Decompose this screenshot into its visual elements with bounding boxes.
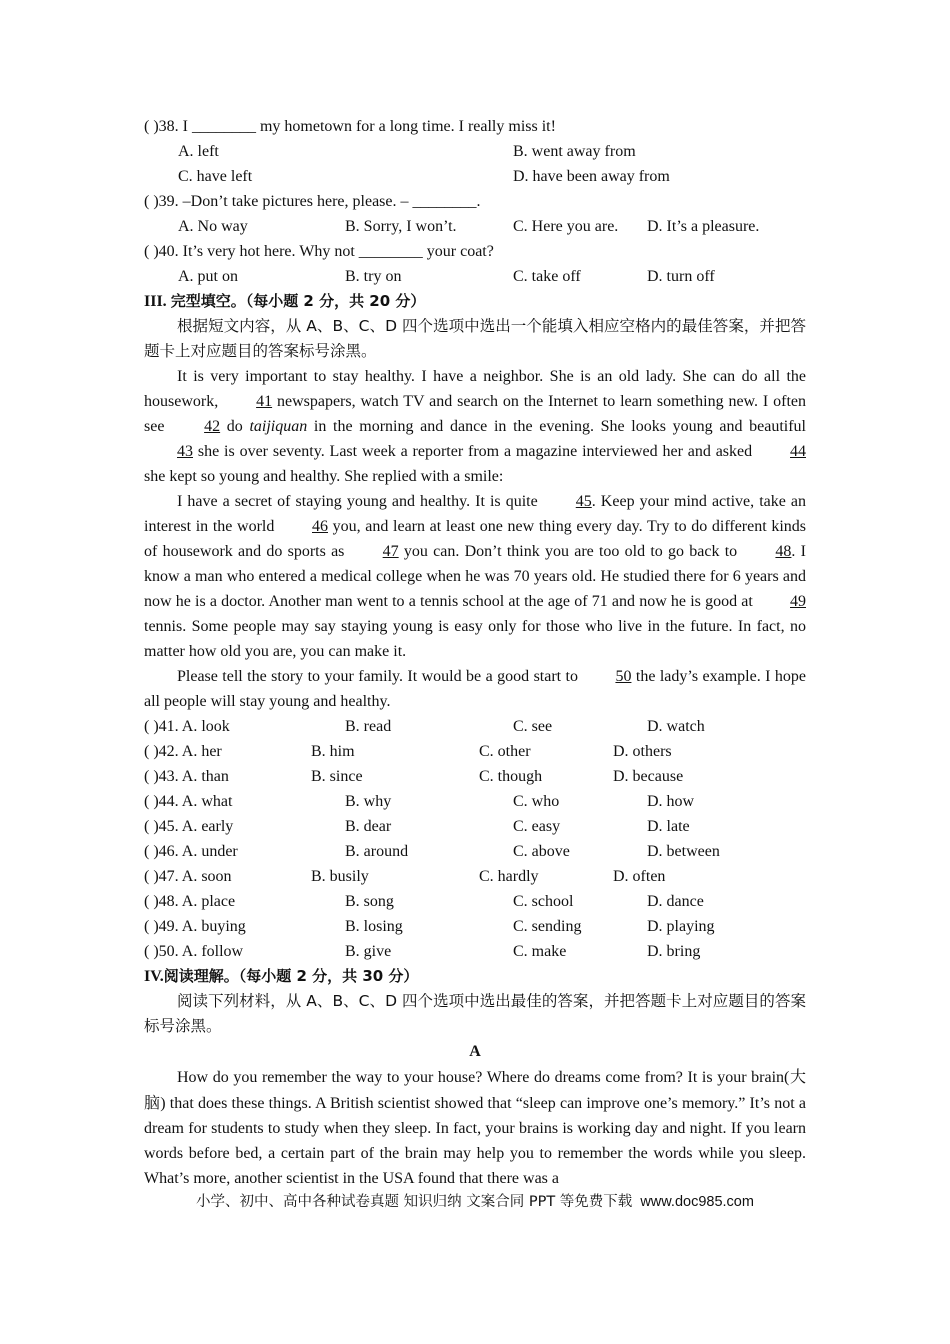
option-b: B. busily bbox=[311, 868, 369, 885]
option-d: D. often bbox=[613, 868, 666, 885]
option-number-a: ( )46. A. under bbox=[144, 843, 238, 860]
cloze-option-row bbox=[144, 764, 806, 789]
section-heading-reading bbox=[144, 964, 806, 989]
blank-43: 43 bbox=[177, 443, 193, 460]
option-d: D. have been away from bbox=[513, 168, 670, 185]
passage-text: tennis. Some people may say staying young is easy only for those who live in the future. In fact, no matter how old you are, you can make it. bbox=[144, 618, 806, 660]
option-c: C. though bbox=[479, 768, 543, 785]
option-c: C. see bbox=[513, 718, 553, 735]
option-b: B. Sorry, I won’t. bbox=[345, 218, 457, 235]
section-number: III. bbox=[144, 293, 167, 310]
passage-text: ) that does these things. A British scientist showed that “sleep can improve one’s memory.” It’s not a dream for students to study when they sleep. In fact, your brains is working day and night. If you learn words before bed, a certain part of the brain may help you to remember the words while you sleep. What’s more, another scientist in the USA found that there was a bbox=[144, 1095, 806, 1187]
exam-page bbox=[144, 114, 806, 1191]
option-b: B. went away from bbox=[513, 143, 636, 160]
option-d: D. late bbox=[647, 818, 690, 835]
option-number-a: ( )44. A. what bbox=[144, 793, 233, 810]
option-d: D. bring bbox=[647, 943, 701, 960]
option-b: B. song bbox=[345, 893, 394, 910]
passage-gloss: 大脑 bbox=[144, 1067, 806, 1112]
passage-text: you, and learn at least one new thing every day. Try to do different kinds of housework and do sports as bbox=[144, 518, 807, 560]
option-c: C. above bbox=[513, 843, 570, 860]
passage-text: It is very important to stay healthy. I have a neighbor. She is an old lady. She can do all the housework, bbox=[144, 368, 806, 410]
passage-text: you can. Don’t think you are too old to go back to bbox=[398, 543, 743, 560]
cloze-option-row bbox=[144, 739, 806, 764]
reading-passage-a bbox=[144, 1064, 806, 1191]
question-38 bbox=[144, 114, 806, 139]
option-number-a: ( )48. A. place bbox=[144, 893, 236, 910]
footer-text: 小学、初中、高中各种试卷真题 知识归纳 文案合同 PPT 等免费下载 bbox=[196, 1194, 633, 1210]
option-number-a: ( )49. A. buying bbox=[144, 918, 246, 935]
passage-text: . Keep your mind active, take an interest in the world bbox=[144, 493, 807, 535]
blank-47: 47 bbox=[382, 543, 399, 560]
cloze-option-row bbox=[144, 789, 806, 814]
passage-text: . I know a man who entered a medical college when he was 70 years old. He studied there for 6 years and now he is a doctor. Another man went to a tennis school at the age of 71 and now he is good at bbox=[144, 543, 806, 610]
question-40 bbox=[144, 239, 806, 264]
option-c: C. who bbox=[513, 793, 560, 810]
option-d: D. dance bbox=[647, 893, 704, 910]
option-c: C. make bbox=[513, 943, 567, 960]
question-stem: ( )40. It’s very hot here. Why not ________ your coat? bbox=[144, 243, 494, 260]
option-c: C. have left bbox=[178, 168, 253, 185]
option-number-a: ( )47. A. soon bbox=[144, 868, 232, 885]
blank-50: 50 bbox=[615, 668, 632, 685]
blank-48: 48 bbox=[775, 543, 792, 560]
passage-text: newspapers, watch TV and search on the Internet to learn something new. I often see bbox=[144, 393, 806, 435]
option-d: D. playing bbox=[647, 918, 715, 935]
option-c: C. hardly bbox=[479, 868, 539, 885]
option-d: D. because bbox=[613, 768, 684, 785]
options-38-row2 bbox=[144, 164, 806, 189]
option-number-a: ( )45. A. early bbox=[144, 818, 234, 835]
passage-text: the lady’s example. I hope all people will stay young and healthy. bbox=[144, 668, 807, 710]
section-number: IV. bbox=[144, 968, 164, 985]
passage-text: she is over seventy. Last week a reporter from a magazine interviewed her and asked bbox=[193, 443, 757, 460]
option-d: D. how bbox=[647, 793, 695, 810]
section-title: 阅读理解。（每小题 2 分，共 30 分） bbox=[163, 967, 419, 985]
option-b: B. try on bbox=[345, 268, 402, 285]
option-d: D. turn off bbox=[647, 268, 715, 285]
passage-label: A bbox=[469, 1043, 481, 1060]
option-b: B. read bbox=[345, 718, 392, 735]
cloze-option-row bbox=[144, 714, 806, 739]
passage-text: in the morning and dance in the evening. She looks young and beautiful bbox=[307, 418, 806, 435]
section-title: 完型填空。（每小题 2 分，共 20 分） bbox=[170, 292, 426, 310]
option-d: D. watch bbox=[647, 718, 705, 735]
option-b: B. since bbox=[311, 768, 363, 785]
section-heading-cloze bbox=[144, 289, 806, 314]
cloze-option-row bbox=[144, 914, 806, 939]
blank-44: 44 bbox=[790, 443, 806, 460]
passage-text: do bbox=[220, 418, 250, 435]
option-number-a: ( )43. A. than bbox=[144, 768, 229, 785]
option-d: D. others bbox=[613, 743, 672, 760]
option-b: B. losing bbox=[345, 918, 403, 935]
passage-italic-term: taijiquan bbox=[249, 418, 308, 435]
option-c: C. easy bbox=[513, 818, 561, 835]
footer-url[interactable]: www.doc985.com bbox=[640, 1194, 754, 1210]
cloze-option-row bbox=[144, 839, 806, 864]
option-c: C. sending bbox=[513, 918, 582, 935]
blank-42: 42 bbox=[204, 418, 221, 435]
cloze-option-row bbox=[144, 814, 806, 839]
options-40 bbox=[144, 264, 806, 289]
option-d: D. It’s a pleasure. bbox=[647, 218, 760, 235]
option-c: C. take off bbox=[513, 268, 581, 285]
option-number-a: ( )41. A. look bbox=[144, 718, 230, 735]
section-instruction: 阅读下列材料，从 A、B、C、D 四个选项中选出最佳的答案，并把答题卡上对应题目的答案标号涂黑。 bbox=[144, 992, 806, 1035]
passage-text: I have a secret of staying young and healthy. It is quite bbox=[177, 493, 543, 510]
option-a: A. put on bbox=[178, 268, 238, 285]
page-footer bbox=[0, 1190, 950, 1211]
options-39 bbox=[144, 214, 806, 239]
option-d: D. between bbox=[647, 843, 720, 860]
option-a: A. left bbox=[178, 143, 219, 160]
option-b: B. around bbox=[345, 843, 409, 860]
cloze-paragraph-1 bbox=[144, 364, 806, 489]
option-c: C. Here you are. bbox=[513, 218, 619, 235]
passage-text: Please tell the story to your family. It would be a good start to bbox=[177, 668, 583, 685]
option-number-a: ( )50. A. follow bbox=[144, 943, 244, 960]
blank-49: 49 bbox=[790, 593, 806, 610]
question-39 bbox=[144, 189, 806, 214]
option-b: B. dear bbox=[345, 818, 392, 835]
cloze-option-row bbox=[144, 864, 806, 889]
blank-41: 41 bbox=[256, 393, 273, 410]
option-number-a: ( )42. A. her bbox=[144, 743, 222, 760]
blank-46: 46 bbox=[312, 518, 328, 535]
option-c: C. other bbox=[479, 743, 531, 760]
question-stem: ( )38. I ________ my hometown for a long time. I really miss it! bbox=[144, 118, 556, 135]
section-instruction: 根据短文内容，从 A、B、C、D 四个选项中选出一个能填入相应空格内的最佳答案，并把答题卡上对应题目的答案标号涂黑。 bbox=[144, 317, 806, 360]
cloze-options-list bbox=[144, 714, 806, 964]
question-stem: ( )39. –Don’t take pictures here, please. – ________. bbox=[144, 193, 481, 210]
passage-text: she kept so young and healthy. She replied with a smile: bbox=[144, 468, 504, 485]
blank-45: 45 bbox=[575, 493, 592, 510]
option-a: A. No way bbox=[178, 218, 248, 235]
passage-text: How do you remember the way to your house? Where do dreams come from? It is your brain( bbox=[177, 1069, 790, 1086]
option-c: C. school bbox=[513, 893, 574, 910]
option-b: B. give bbox=[345, 943, 392, 960]
options-38-row1 bbox=[144, 139, 806, 164]
cloze-paragraph-3 bbox=[144, 664, 806, 714]
option-b: B. him bbox=[311, 743, 355, 760]
cloze-option-row bbox=[144, 889, 806, 914]
cloze-paragraph-2 bbox=[144, 489, 806, 664]
cloze-option-row bbox=[144, 939, 806, 964]
option-b: B. why bbox=[345, 793, 392, 810]
